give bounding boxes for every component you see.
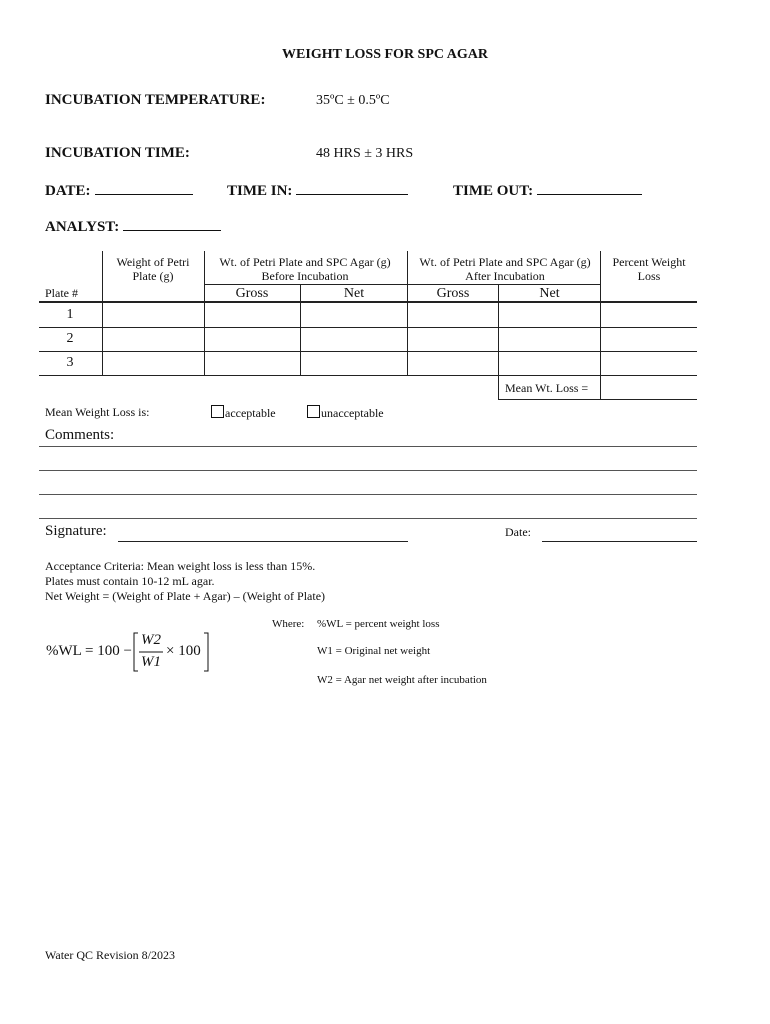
time-out-label: TIME OUT: — [453, 183, 534, 199]
incubation-time-label: INCUBATION TIME: — [45, 145, 190, 161]
rule — [39, 375, 697, 376]
analyst-blank[interactable] — [123, 217, 221, 231]
incubation-temperature-label: INCUBATION TEMPERATURE: — [45, 92, 266, 108]
time-out-field[interactable] — [453, 181, 642, 200]
rule — [204, 284, 408, 285]
rule — [408, 284, 600, 285]
acceptable-label: acceptable — [225, 406, 276, 420]
comments-line[interactable] — [39, 518, 697, 519]
formula-times: × 100 — [166, 643, 201, 659]
sub-header-gross-after: Gross — [436, 286, 470, 301]
unacceptable-checkbox[interactable] — [307, 405, 320, 418]
date-field[interactable] — [45, 181, 193, 200]
col-header-before-incubation: Wt. of Petri Plate and SPC Agar (g) Before Incubation — [219, 255, 391, 283]
definition: W2 = Agar net weight after incubation — [317, 674, 487, 686]
mean-weight-loss-is-label: Mean Weight Loss is: — [45, 405, 150, 419]
comments-line[interactable] — [39, 446, 697, 447]
signature-line[interactable] — [118, 541, 408, 542]
sub-header-net-before: Net — [343, 286, 365, 301]
rule — [39, 301, 697, 303]
rule — [204, 251, 205, 376]
sub-header-gross-before: Gross — [235, 286, 269, 301]
formula-lhs: %WL = 100 − — [46, 643, 132, 659]
rule — [300, 284, 301, 376]
rule — [39, 351, 697, 352]
col-header-percent-loss: Percent Weight Loss — [612, 255, 686, 283]
comments-line[interactable] — [39, 470, 697, 471]
mean-weight-loss-label: Mean Wt. Loss = — [505, 381, 589, 395]
page-title: WEIGHT LOSS FOR SPC AGAR — [282, 47, 488, 62]
row-number: 2 — [66, 331, 74, 346]
signature-date-label: Date: — [505, 525, 531, 539]
where-label: Where: — [272, 618, 305, 630]
time-in-label: TIME IN: — [227, 183, 293, 199]
acceptable-option[interactable] — [211, 405, 276, 421]
row-number: 3 — [66, 355, 74, 370]
comments-line[interactable] — [39, 494, 697, 495]
incubation-temperature-value: 35ºC ± 0.5ºC — [316, 93, 390, 108]
time-out-blank[interactable] — [537, 181, 642, 195]
incubation-time-value: 48 HRS ± 3 HRS — [316, 146, 414, 161]
time-in-blank[interactable] — [296, 181, 408, 195]
comments-label: Comments: — [45, 427, 115, 443]
rule — [102, 251, 103, 376]
rule — [498, 284, 499, 400]
rule — [498, 399, 697, 400]
formula-numerator: W2 — [141, 632, 161, 648]
footer-revision: Water QC Revision 8/2023 — [45, 948, 176, 962]
sub-header-net-after: Net — [539, 286, 560, 301]
date-label: DATE: — [45, 183, 91, 199]
col-header-after-incubation: Wt. of Petri Plate and SPC Agar (g) After Incubation — [419, 255, 591, 283]
acceptable-checkbox[interactable] — [211, 405, 224, 418]
formula-denominator: W1 — [141, 654, 161, 670]
definition: %WL = percent weight loss — [317, 618, 440, 630]
signature-date-line[interactable] — [542, 541, 697, 542]
criteria-line: Net Weight = (Weight of Plate + Agar) – (Weight of Plate) — [45, 589, 326, 603]
criteria-line: Plates must contain 10-12 mL agar. — [45, 574, 215, 588]
rule — [407, 251, 408, 376]
date-blank[interactable] — [95, 181, 193, 195]
analyst-field[interactable] — [45, 217, 221, 236]
definition: W1 = Original net weight — [317, 645, 431, 657]
signature-label: Signature: — [45, 523, 107, 539]
rule — [600, 251, 601, 400]
unacceptable-option[interactable] — [307, 405, 384, 421]
criteria-line: Acceptance Criteria: Mean weight loss is less than 15%. — [45, 559, 316, 573]
row-number: 1 — [66, 307, 74, 322]
col-header-plate: Plate # — [45, 286, 78, 300]
time-in-field[interactable] — [227, 181, 408, 200]
analyst-label: ANALYST: — [45, 219, 120, 235]
col-header-petri-weight: Weight of Petri Plate (g) — [116, 255, 190, 283]
unacceptable-label: unacceptable — [321, 406, 384, 420]
rule — [39, 327, 697, 328]
